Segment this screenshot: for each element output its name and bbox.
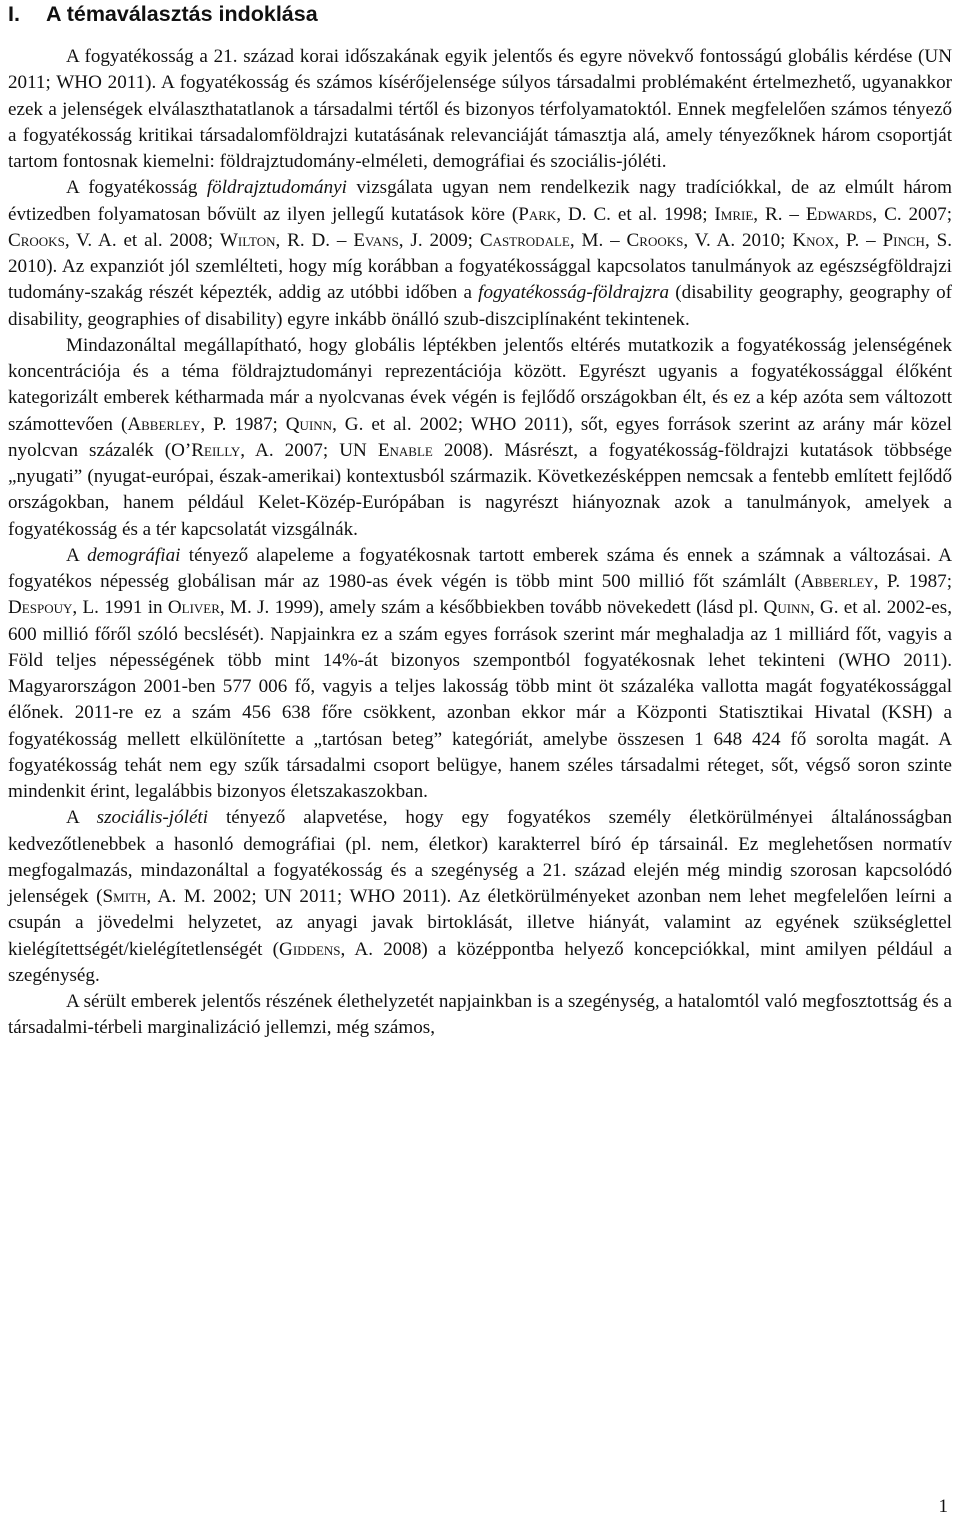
text-run: , L. 1991 in [72,597,168,619]
author-name: Abberley [127,413,201,435]
author-name: Enable [377,439,433,461]
author-name: Quinn [285,413,333,435]
paragraph [8,44,952,175]
text-run: , G. et al. 2002; WHO 2011), sőt, egyes források szerint az arány már közel nyolcvan százalék (O’ [8,413,952,461]
text-run: , P. – [834,229,883,251]
text-run: , M. – [569,229,627,251]
text-run: , C. 2007; [872,203,953,225]
text-run: Mindazonáltal megállapítható, hogy globális léptékben jelentős eltérés mutatkozik a fogyatékosság jelenségének koncentrációja és a téma földrajztudományi reprezentációja között. Egyrészt ugyanis a fogyatékossággal élőként kategorizált emberek kétharmada már a nyolcvanas évek végén is fejlődő országokban élt, és ez a kép azóta sem változott számottevően ( [8,334,952,435]
italic-term: demográfiai [87,544,181,566]
author-name: Crooks [626,229,684,251]
text-run: , P. 1987; [873,571,952,592]
text-run: , R. D. – [275,229,354,251]
text-run: , D. C. et al. 1998; [556,203,715,225]
author-name: Despouy [8,597,73,619]
text-run: 2008). Másrészt, a fogyatékosság-földrajzi kutatások többsége „nyugati” (nyugat-európai, észak-amerikai) kontextusból származik. Következésképpen nemcsak a fentebb említett fejlődő országokban, hanem például Kelet-Közép-Európában is nagyrészt hiányoznak azok a tanulmányok, amelyek a fogyatékosság és a tér kapcsolatát vizsgálnák. [8,439,952,540]
text-run: , V. A. 2010; [683,229,793,251]
section-number: I. [8,2,20,26]
author-name: Pinch [882,229,925,251]
author-name: Giddens [279,938,341,960]
body-text [8,44,952,1042]
author-name: Edwards [805,203,873,225]
author-name: Park [518,203,557,225]
text-run: tényező alapeleme a fogyatékosnak tartott emberek száma és ennek a számnak a változásai. A fogyatékos népesség globálisan már az 1980-as évek végén is több mint 500 millió főt számlált ( [8,544,952,592]
author-name: Castrodale [479,229,570,251]
author-name: Smith [102,886,147,907]
text-run: , S. 2010). Az expanziót jól szemlélteti, hogy míg korábban a fogyatékossággal kapcsolatos tanulmányok az egészségföldrajzi tudomány-szakág részét képezték, addig az utóbbi időben a [8,229,952,304]
text-run: , A. M. 2002; UN 2011; WHO 2011). Az életkörülményeket azonban nem lehet megfelelően leírni a csupán a jövedelmi helyzetet, az anyagi javak birtoklását, illetve hiányát, valamint az egyének szükséglettel kielégítettségét/kielégítetlenségét ( [8,886,952,960]
text-run: , M. J. 1999), amely szám a későbbiekben tovább növekedett (lásd pl. [219,597,764,619]
text-run: , V. A. et al. 2008; [64,229,220,251]
author-name: Wilton [219,229,276,251]
text-run: (disability geography, geography of disability, geographies of disability) egyre inkább önálló szub-diszciplínaként tekintenek. [8,282,953,330]
author-name: Knox [792,229,835,251]
italic-term: fogyatékosság-földrajzra [478,282,670,304]
paragraph [8,333,952,543]
paragraph [8,805,952,989]
paragraph [8,543,952,806]
text-run: , J. 2009; [398,229,480,251]
text-run: , A. 2008) a középpontba helyező koncepciókkal, mint amilyen például a szegénység. [8,938,952,986]
text-run: , G. et al. 2002-es, 600 millió főről szóló becslését). Napjainkra ez a szám egyes források szerint már meghaladja az 1 milliárd főt, vagyis a Föld teljes népességének több mint 14%-át bizonyos szempontból fogyatékosnak lehet tekinteni (WHO 2011). Magyarországon 2001-ben 577 006 fő, vagyis a teljes lakosság több mint öt százaléka vallotta magát fogyatékossággal élőnek. 2011-re ez a szám 456 638 főre csökkent, azonban ekkor már a Központi Statisztikai Hivatal (KSH) a fogyatékosság mellett elkülönítette a „tartósan beteg” kategóriát, amelybe összesen 1 648 424 fő sorolta magát. A fogyatékosság tehát nem egy szűk társadalmi csoport belügye, hanem széles társadalmi réteget, sőt, végső soron szinte mindenkit érint, legalábbis bizonyos életszakaszokban. [8,597,952,802]
text-run: , A. 2007; UN [240,439,378,461]
author-name: Crooks [8,229,65,251]
section-heading [8,0,952,44]
page-number: 1 [938,1496,948,1517]
text-run: A [66,807,97,829]
italic-term: szociális-jóléti [96,807,209,829]
text-run: vizsgálata ugyan nem rendelkezik nagy tradíciókkal, de az elmúlt három évtizedben folyamatosan bővült az ilyen jellegű kutatások köre ( [8,177,952,225]
text-run: , P. 1987; [200,413,286,435]
paragraph [8,175,952,333]
author-name: Abberley [800,571,874,592]
text-run: A sérült emberek jelentős részének élethelyzetét napjainkban is a szegénység, a hatalomtól való megfosztottság és a társadalmi-térbeli marginalizáció jellemzi, még számos, [8,991,952,1039]
paragraph [8,989,952,1042]
author-name: Quinn [763,597,810,619]
text-run: A [66,544,88,566]
section-title: A témaválasztás indoklása [46,2,318,26]
author-name: Imrie [714,203,754,225]
italic-term: földrajztudományi [206,177,347,199]
text-run: A fogyatékosság a 21. század korai időszakának egyik jelentős és egyre növekvő fontosságú globális kérdése (UN 2011; WHO 2011). A fogyatékosság és számos kísérőjelensége súlyos társadalmi problémaként értelmezhető, ugyanakkor ezek a jelenségek elválaszthatatlanok a társadalmi tértől és bizonyos térfolyamatoktól. Ennek megfelelően számos tényező a fogyatékosság kritikai társadalomföldrajzi kutatásának relevanciáját támasztja alá, amely tényezőknek három csoportját tartom fontosnak kiemelni: földrajztudomány-elméleti, demográfiai és szociális-jóléti. [8,46,952,172]
text-run: A fogyatékosság [66,177,207,199]
author-name: Evans [353,229,399,251]
author-name: Reilly [191,439,241,461]
author-name: Oliver [167,597,220,619]
text-run: tényező alapvetése, hogy egy fogyatékos személy életkörülményei általánosságban kedvezőtlenebbek a hasonló demográfiai (pl. nem, életkor) karakterrel bíró ép társainál. Ez meglehetősen normatív megfogalmazás, mindazonáltal a fogyatékosság és a szegénység a 21. század elején még mindig szorosan kapcsolódó jelenségek ( [8,807,952,907]
text-run: , R. – [753,203,806,225]
